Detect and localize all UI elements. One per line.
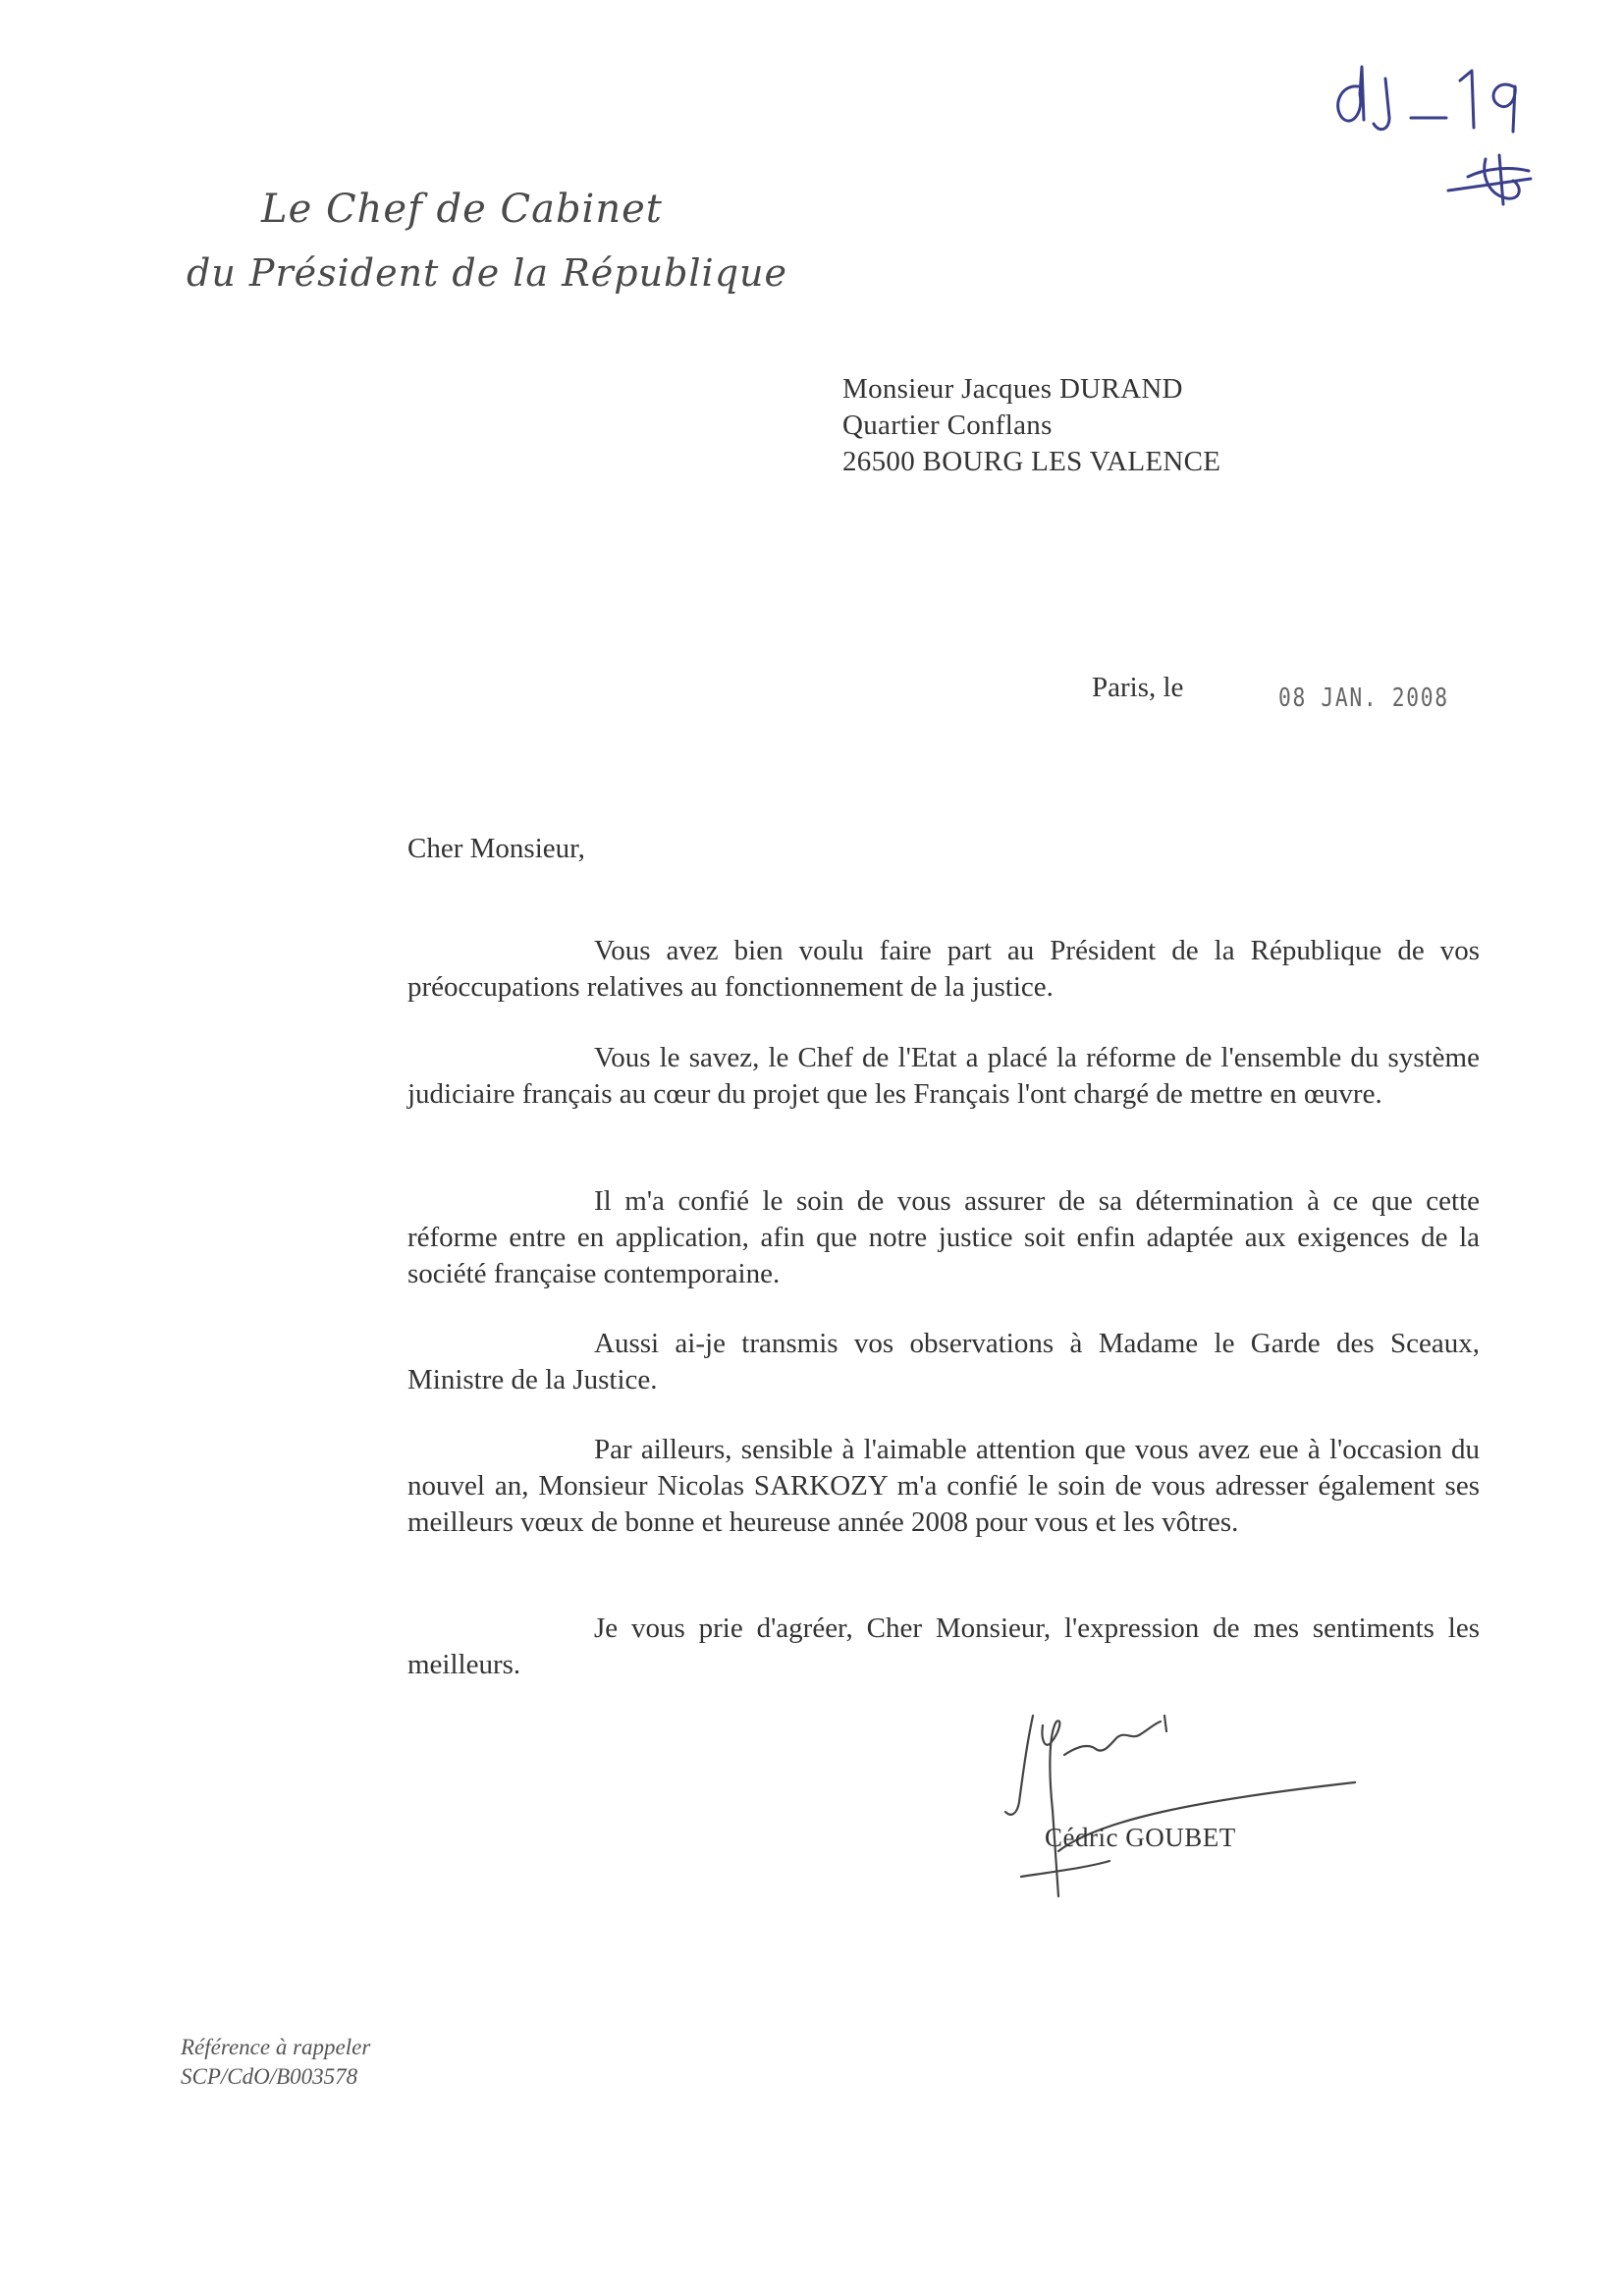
body-paragraph: Je vous prie d'agréer, Cher Monsieur, l'expression de mes sentiments les meilleurs. bbox=[407, 1613, 1480, 1680]
salutation: Cher Monsieur, bbox=[407, 833, 585, 864]
date-stamp: 08 JAN. 2008 bbox=[1278, 683, 1449, 713]
recipient-address bbox=[842, 371, 1220, 480]
date-place: Paris, le bbox=[1092, 672, 1184, 703]
letterhead bbox=[187, 187, 787, 324]
letterhead-title: Le Chef de Cabinet bbox=[261, 187, 663, 232]
letterhead-subtitle: du Président de la République bbox=[187, 251, 787, 295]
reference-block bbox=[181, 2033, 370, 2092]
reference-label: Référence à rappeler bbox=[181, 2035, 371, 2059]
body-paragraph: Vous avez bien voulu faire part au Président de la République de vos préoccupations relatives au fonctionnement de la justice. bbox=[407, 935, 1480, 1003]
body-paragraph: Aussi ai-je transmis vos observations à Madame le Garde des Sceaux, Ministre de la Justice. bbox=[407, 1328, 1480, 1395]
recipient-address-line1: Quartier Conflans bbox=[842, 410, 1053, 441]
handwritten-annotation bbox=[1321, 57, 1556, 214]
recipient-address-line2: 26500 BOURG LES VALENCE bbox=[842, 446, 1221, 477]
body-paragraph: Par ailleurs, sensible à l'aimable attention que vous avez eue à l'occasion du nouvel an, Monsieur Nicolas SARKOZY m'a confié le soin de vous adresser également ses meilleurs vœux de bonne et heureuse année 2008 pour vous et les vôtres. bbox=[407, 1434, 1480, 1538]
recipient-name: Monsieur Jacques DURAND bbox=[842, 373, 1183, 405]
handwritten-signature bbox=[1001, 1704, 1375, 1900]
body-paragraph: Il m'a confié le soin de vous assurer de sa détermination à ce que cette réforme entre en application, afin que notre justice soit enfin adaptée aux exigences de la société française contemporaine. bbox=[407, 1185, 1480, 1289]
signer-name: Cédric GOUBET bbox=[1045, 1823, 1236, 1852]
reference-code: SCP/CdO/B003578 bbox=[181, 2064, 358, 2089]
body-paragraph: Vous le savez, le Chef de l'Etat a placé la réforme de l'ensemble du système judiciaire français au cœur du projet que les Français l'ont chargé de mettre en œuvre. bbox=[407, 1042, 1480, 1110]
